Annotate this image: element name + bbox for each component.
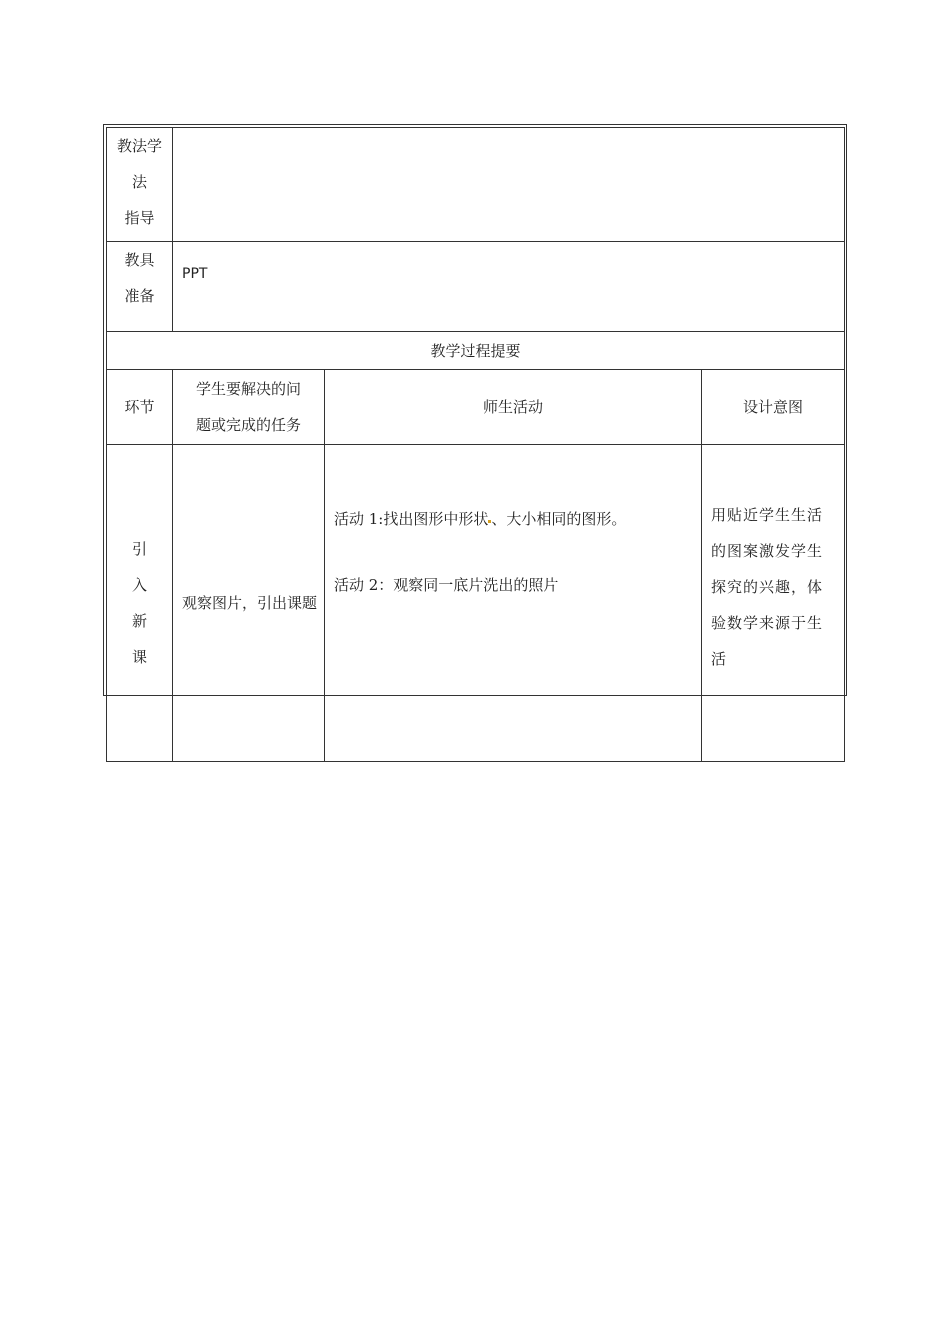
header-task-line: 题或完成的任务 bbox=[195, 416, 301, 434]
teaching-tools-content: PPT bbox=[173, 242, 845, 332]
row-process-title bbox=[107, 332, 845, 370]
row-intro-lesson bbox=[107, 445, 845, 762]
spacer bbox=[334, 537, 701, 567]
intro-activity-cell bbox=[325, 445, 702, 762]
header-intent: 设计意图 bbox=[702, 370, 845, 445]
methods-label-line: 法 bbox=[131, 173, 147, 191]
row-teaching-methods bbox=[107, 128, 845, 242]
row-teaching-tools bbox=[107, 242, 845, 332]
intro-stage-char: 入 bbox=[131, 576, 147, 594]
teaching-tools-label bbox=[107, 242, 173, 332]
intro-stage-char: 引 bbox=[131, 540, 147, 558]
header-stage: 环节 bbox=[107, 370, 173, 445]
row-column-headers bbox=[107, 370, 845, 445]
activity-1-part-b: 、大小相同的图形。 bbox=[491, 510, 627, 528]
teaching-methods-content bbox=[173, 128, 845, 242]
activity-1-part-a: 活动 1:找出图形中形状 bbox=[334, 510, 489, 528]
header-task-line: 学生要解决的问 bbox=[195, 380, 301, 398]
intro-stage-char: 课 bbox=[131, 648, 147, 666]
activity-2: 活动 2：观察同一底片洗出的照片 bbox=[334, 576, 559, 594]
tools-label-line: 准备 bbox=[124, 287, 155, 305]
intro-stage-char: 新 bbox=[131, 612, 147, 630]
process-title: 教学过程提要 bbox=[107, 332, 845, 370]
header-activity: 师生活动 bbox=[325, 370, 702, 445]
methods-label-line: 教法学 bbox=[116, 137, 162, 155]
tools-label-line: 教具 bbox=[124, 251, 155, 269]
header-task bbox=[173, 370, 325, 445]
lesson-plan-table bbox=[106, 127, 845, 762]
methods-label-line: 指导 bbox=[124, 209, 155, 227]
intro-task-cell: 观察图片，引出课题 bbox=[173, 445, 325, 762]
activity-1 bbox=[334, 501, 701, 537]
intro-stage-cell bbox=[107, 445, 173, 762]
teaching-methods-label bbox=[107, 128, 173, 242]
intro-intent-cell: 用贴近学生生活的图案激发学生探究的兴趣，体验数学来源于生活 bbox=[702, 445, 845, 762]
